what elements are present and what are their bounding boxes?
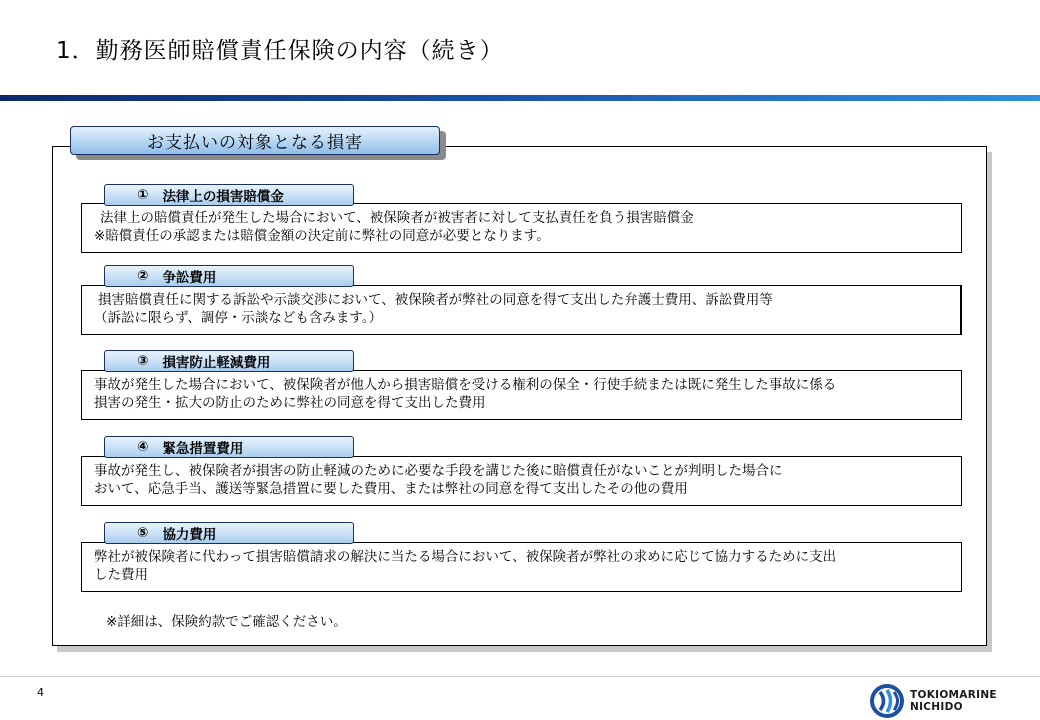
- header-bar: [0, 95, 1040, 101]
- section-tab-1: [104, 184, 354, 206]
- section-number: ③: [137, 353, 149, 369]
- main-heading-tab: お支払いの対象となる損害: [70, 126, 440, 155]
- logo-text-line1: TOKIOMARINE: [910, 689, 997, 701]
- section-number: ①: [137, 187, 149, 203]
- logo-text-line2: NICHIDO: [910, 701, 963, 713]
- section-line: 事故が発生し、被保険者が損害の防止軽減のために必要な手段を講じた後に賠償責任がないことが判明した場合に: [94, 463, 783, 479]
- section-box-1: [81, 203, 962, 253]
- section-box-2: [81, 285, 962, 335]
- section-line: 損害賠償責任に関する訴訟や示談交渉において、被保険者が弊社の同意を得て支出した弁護士費用、訴訟費用等: [98, 292, 773, 308]
- section-line: （訴訟に限らず、調停・示談なども含みます。）: [94, 310, 383, 326]
- section-label: 緊急措置費用: [162, 441, 244, 457]
- footer-divider: [0, 676, 1040, 677]
- section-line: 損害の発生・拡大の防止のために弊社の同意を得て支出した費用: [94, 395, 486, 411]
- section-label: 争訟費用: [162, 270, 217, 286]
- slide-title: 1．勤務医師賠償責任保険の内容（続き）: [56, 38, 504, 64]
- section-tab-2: [104, 265, 354, 287]
- section-label: 損害防止軽減費用: [162, 355, 271, 371]
- tokio-marine-logo-icon: [870, 684, 904, 718]
- page-number: 4: [37, 686, 44, 699]
- section-box-3: [81, 370, 962, 420]
- section-number: ④: [137, 439, 149, 455]
- section-label: 協力費用: [162, 527, 217, 543]
- section-tab-4: [104, 436, 354, 458]
- section-line: 事故が発生した場合において、被保険者が他人から損害賠償を受ける権利の保全・行使手続または既に発生した事故に係る: [94, 377, 837, 393]
- section-label: 法律上の損害賠償金: [162, 189, 284, 205]
- section-line: した費用: [94, 567, 148, 583]
- section-line: ※賠償責任の承認または賠償金額の決定前に弊社の同意が必要となります。: [94, 228, 550, 244]
- section-tab-5: [104, 522, 354, 544]
- section-line: 弊社が被保険者に代わって損害賠償請求の解決に当たる場合において、被保険者が弊社の求めに応じて協力するために支出: [94, 549, 837, 565]
- section-tab-3: [104, 350, 354, 372]
- section-box-5: [81, 542, 962, 592]
- section-line: 法律上の賠償責任が発生した場合において、被保険者が被害者に対して支払責任を負う損害賠償金: [100, 210, 694, 226]
- section-line: おいて、応急手当、護送等緊急措置に要した費用、または弊社の同意を得て支出したその他の費用: [94, 481, 688, 497]
- section-number: ⑤: [137, 525, 149, 541]
- company-logo: [870, 684, 997, 718]
- section-box-4: [81, 456, 962, 506]
- section-number: ②: [137, 268, 149, 284]
- detail-note: ※詳細は、保険約款でご確認ください。: [106, 614, 347, 630]
